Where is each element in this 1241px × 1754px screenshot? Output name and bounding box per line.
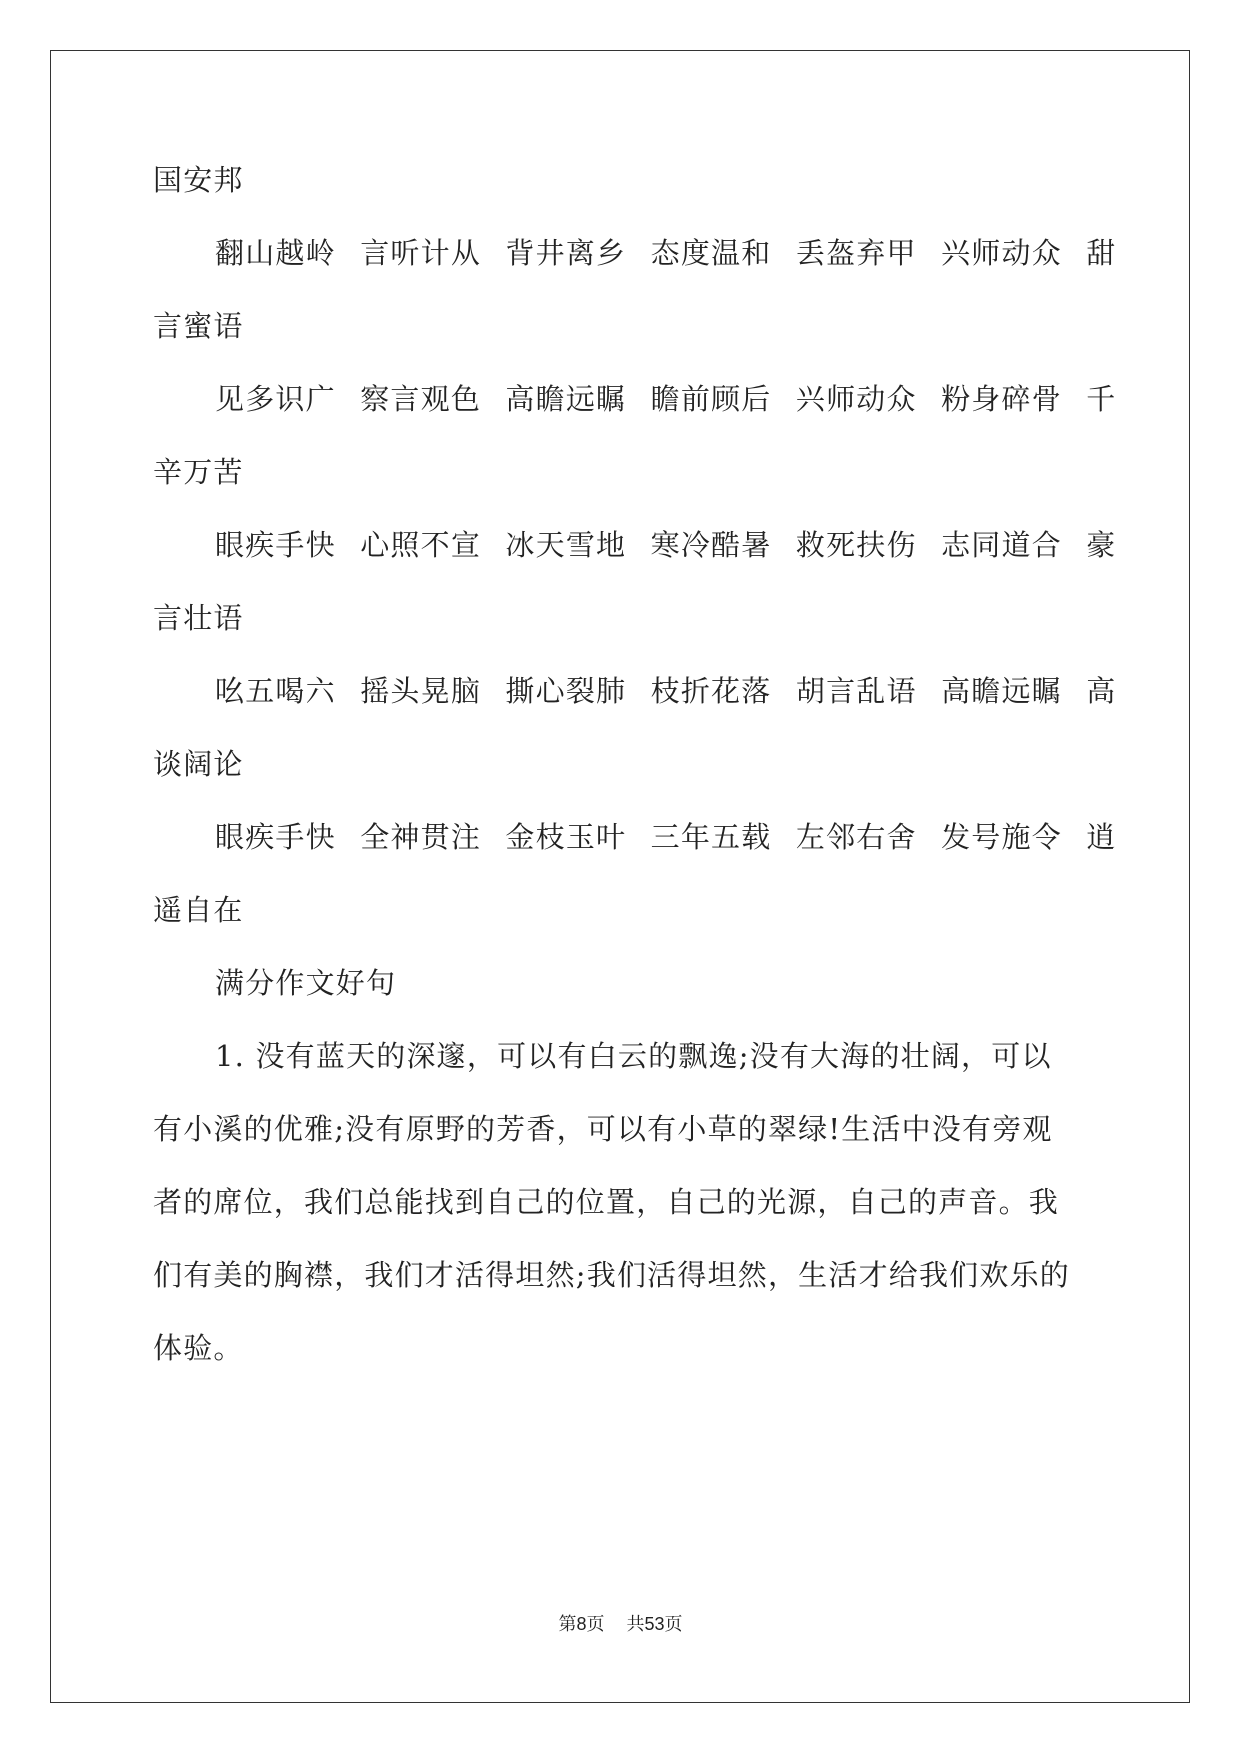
paragraph-line: 有小溪的优雅;没有原野的芳香，可以有小草的翠绿!生活中没有旁观 bbox=[153, 1112, 1053, 1146]
text-line: 谈阔论 bbox=[153, 747, 244, 781]
page-border bbox=[50, 50, 1190, 1703]
text-line: 言壮语 bbox=[153, 601, 244, 635]
paragraph-line: 们有美的胸襟，我们才活得坦然;我们活得坦然，生活才给我们欢乐的 bbox=[153, 1258, 1070, 1292]
section-heading: 满分作文好句 bbox=[215, 966, 397, 1000]
text-line: 遥自在 bbox=[153, 893, 244, 927]
idiom-line: 吆五喝六 摇头晃脑 撕心裂肺 枝折花落 胡言乱语 高瞻远瞩 高 bbox=[215, 674, 1117, 708]
idiom-line: 见多识广 察言观色 高瞻远瞩 瞻前顾后 兴师动众 粉身碎骨 千 bbox=[215, 382, 1117, 416]
text-line: 辛万苦 bbox=[153, 455, 244, 489]
text-line: 国安邦 bbox=[153, 163, 244, 197]
paragraph-line: 1. 没有蓝天的深邃，可以有白云的飘逸;没有大海的壮阔，可以 bbox=[215, 1039, 1052, 1073]
total-suffix: 页 bbox=[664, 1614, 683, 1635]
page-footer bbox=[0, 1612, 1241, 1637]
idiom-line: 眼疾手快 全神贯注 金枝玉叶 三年五载 左邻右舍 发号施令 逍 bbox=[215, 820, 1117, 854]
paragraph-line: 者的席位，我们总能找到自己的位置，自己的光源，自己的声音。我 bbox=[153, 1185, 1060, 1219]
page-suffix: 页 bbox=[586, 1614, 605, 1635]
text-line: 言蜜语 bbox=[153, 309, 244, 343]
idiom-line: 翻山越岭 言听计从 背井离乡 态度温和 丢盔弃甲 兴师动众 甜 bbox=[215, 236, 1117, 270]
idiom-line: 眼疾手快 心照不宣 冰天雪地 寒冷酷暑 救死扶伤 志同道合 豪 bbox=[215, 528, 1117, 562]
page-number: 8 bbox=[576, 1614, 587, 1634]
total-prefix: 共 bbox=[626, 1614, 645, 1635]
page-prefix: 第 bbox=[558, 1614, 577, 1635]
total-pages: 53 bbox=[644, 1614, 665, 1634]
paragraph-line: 体验。 bbox=[153, 1331, 244, 1365]
